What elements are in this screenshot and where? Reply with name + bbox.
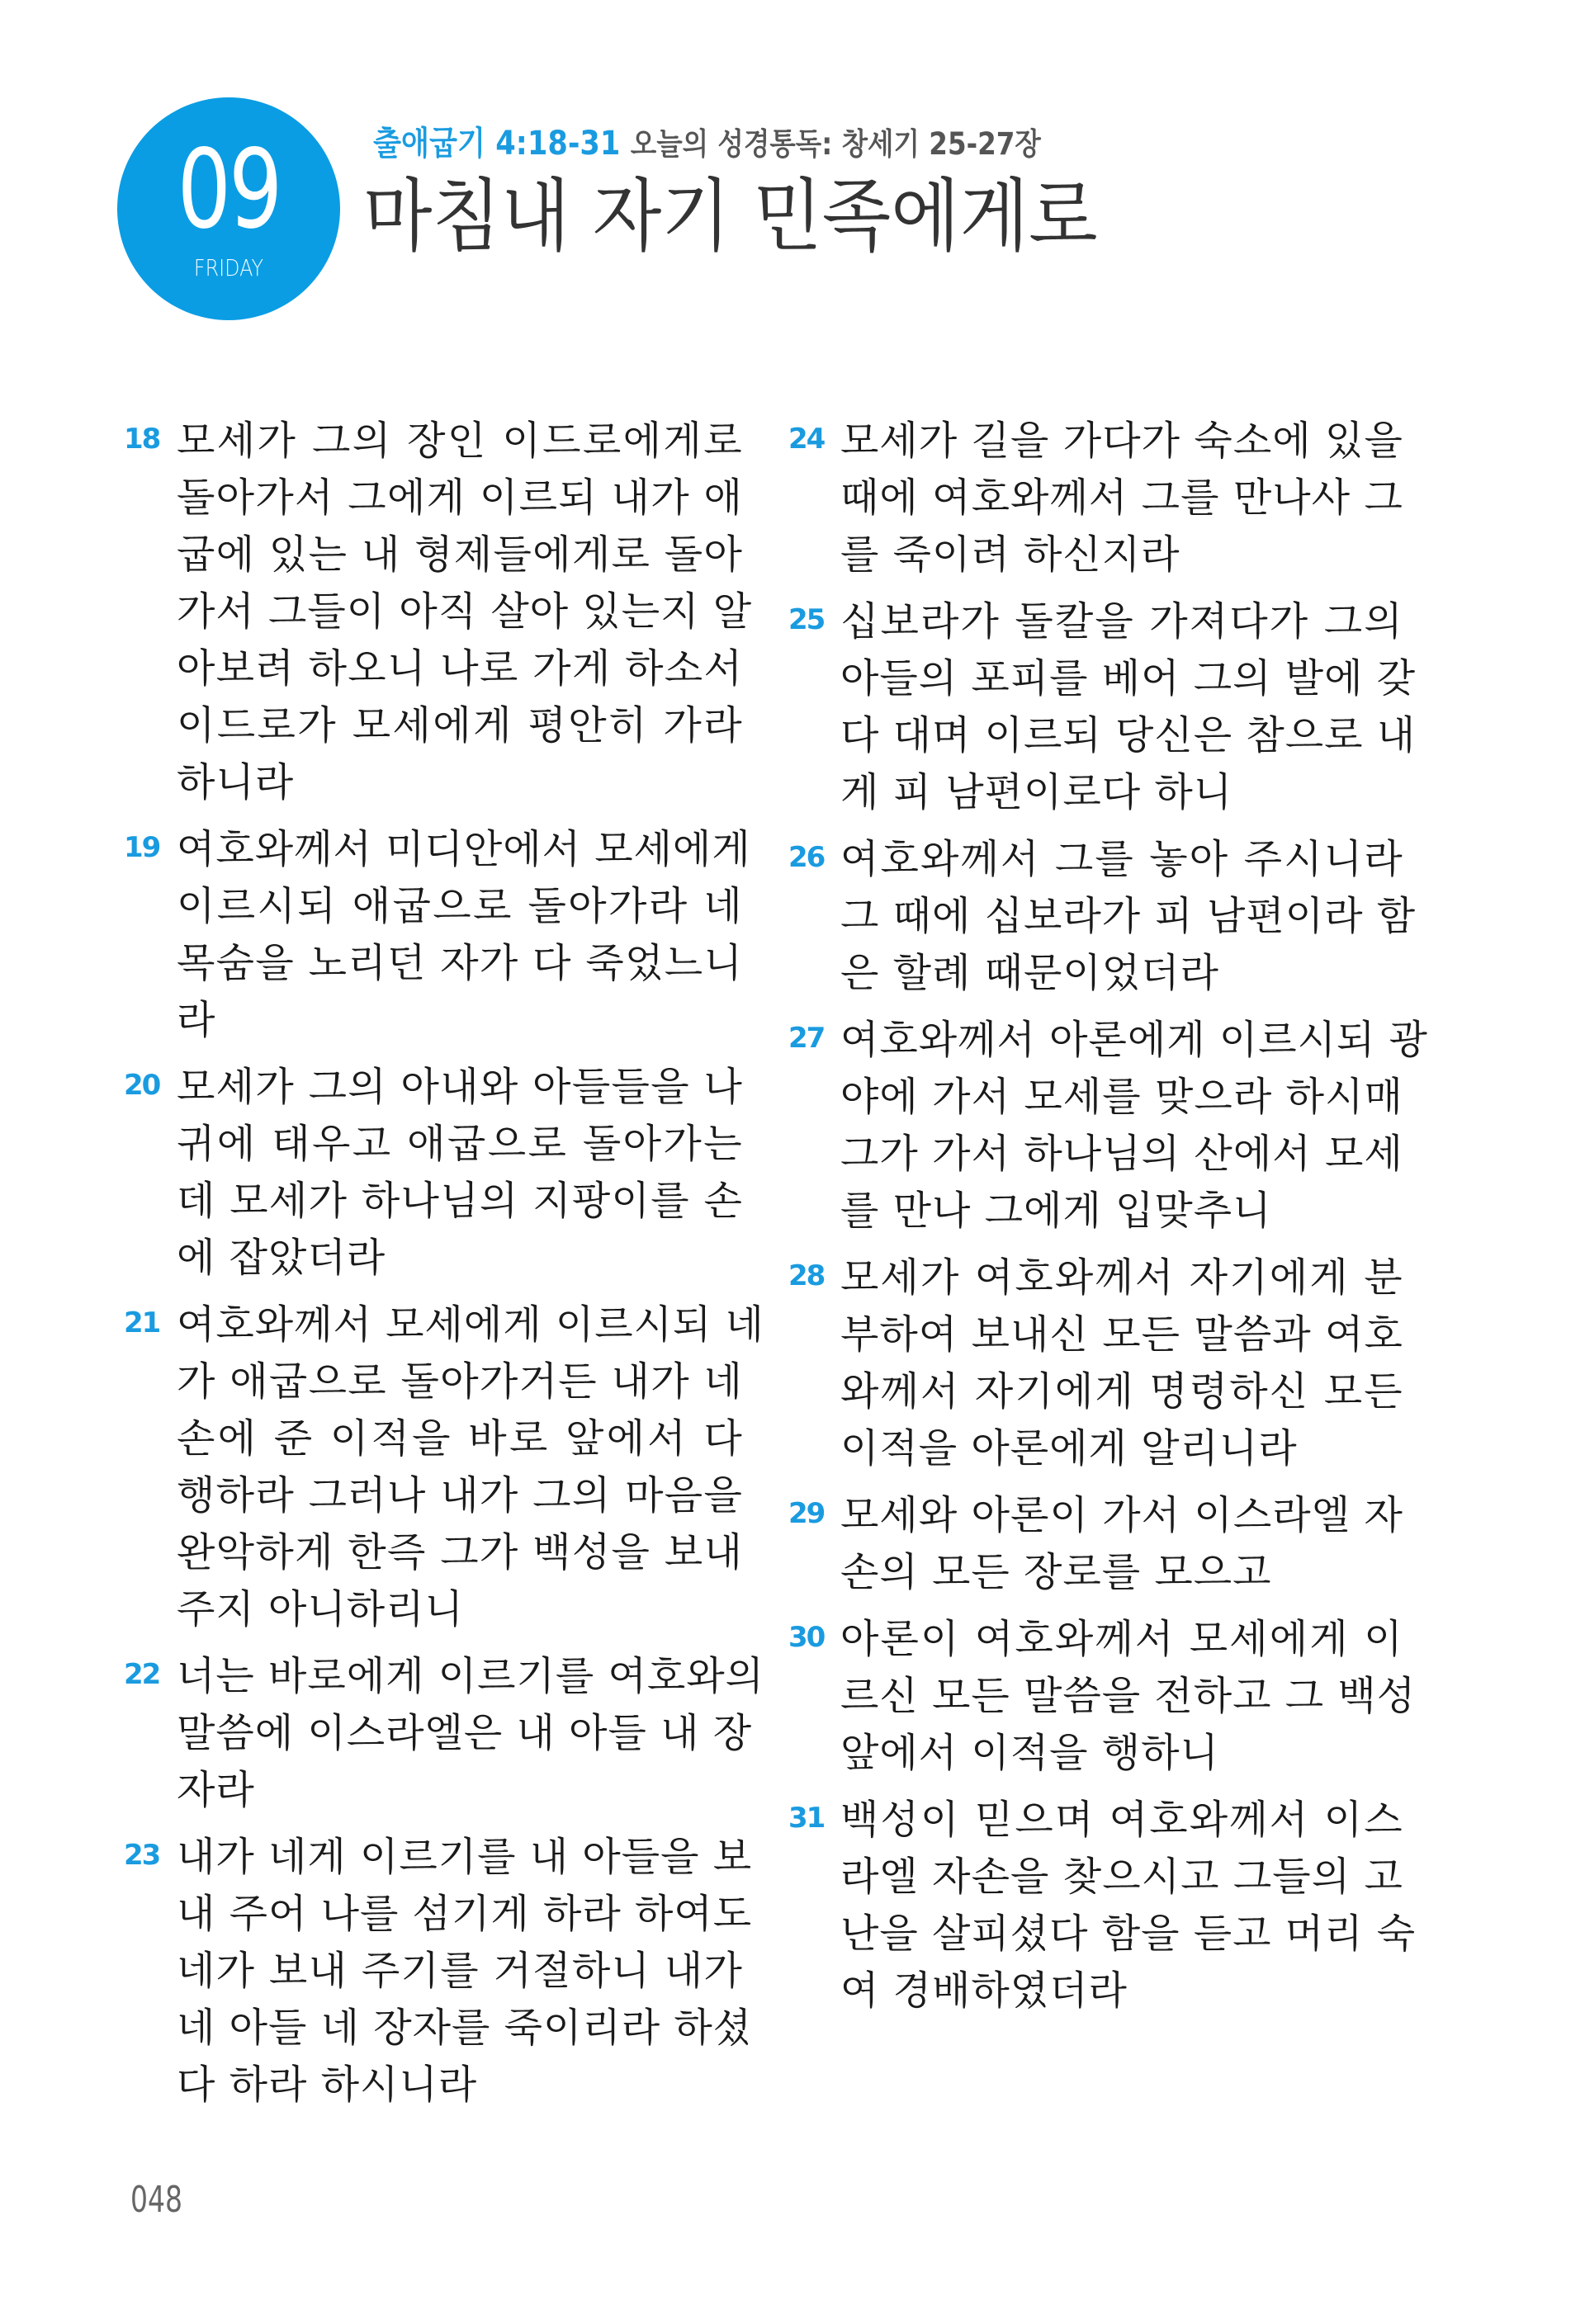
verse-line: 여 경배하였더라 [840, 1967, 1128, 2014]
verse-line: 가 애굽으로 돌아가거든 내가 네 [177, 1358, 744, 1405]
verse-line: 아들의 포피를 베어 그의 발에 갖 [840, 655, 1417, 701]
verse-line: 아론이 여호와께서 모세에게 이 [840, 1616, 1404, 1662]
verse-line: 네 아들 네 장자를 죽이리라 하셨 [177, 2005, 753, 2051]
verse [784, 1487, 1403, 1601]
verse [784, 593, 1417, 821]
verse-text [177, 1648, 764, 1819]
verse-line: 모세가 여호와께서 자기에게 분 [840, 1254, 1404, 1301]
verse-line: 라 [177, 997, 216, 1043]
verse-line: 굽에 있는 내 형제들에게로 돌아 [177, 531, 744, 578]
verse-line: 돌아가서 그에게 이르되 내가 애 [177, 475, 744, 521]
verse-text [840, 1611, 1417, 1782]
weekday-label: FRIDAY [193, 254, 264, 281]
verse-line: 아보려 하오니 나로 가게 하소서 [177, 645, 744, 692]
left-column [124, 413, 764, 2123]
day-number: 09 [177, 126, 281, 253]
verse-line: 여호와께서 아론에게 이르시되 광 [840, 1017, 1428, 1063]
scripture-reference: 출애굽기 4:18-31 [373, 125, 621, 163]
verse-line: 를 죽이려 하신지라 [840, 531, 1180, 578]
verse-line: 이적을 아론에게 알리니라 [840, 1425, 1298, 1471]
verse-text [177, 413, 753, 811]
verse-line: 이드로가 모세에게 평안히 가라 [177, 702, 744, 749]
verse-line: 주지 아니하리니 [177, 1586, 464, 1632]
verse [784, 1792, 1417, 2019]
verse-line: 완악하게 한즉 그가 백성을 보내 [177, 1529, 744, 1575]
verse-text [177, 1297, 764, 1638]
verse-line: 하니라 [177, 759, 295, 805]
verse [784, 1249, 1403, 1477]
verse-line: 게 피 남편이로다 하니 [840, 769, 1233, 815]
verse-line: 다 하라 하시니라 [177, 2062, 478, 2108]
verse-number: 23 [124, 1839, 160, 1872]
verse [124, 1297, 764, 1638]
verse-line: 데 모세가 하나님의 지팡이를 손 [177, 1178, 744, 1224]
verse-number: 20 [124, 1069, 160, 1102]
verse-line: 손의 모든 장로를 모으고 [840, 1549, 1272, 1595]
verse-line: 모세와 아론이 가서 이스라엘 자 [840, 1492, 1403, 1538]
verse-line: 라엘 자손을 찾으시고 그들의 고 [840, 1854, 1403, 1900]
verse-number: 22 [124, 1658, 160, 1691]
verse-number: 19 [124, 831, 160, 864]
verse-text [840, 1249, 1403, 1477]
verse-line: 여호와께서 미디안에서 모세에게 [177, 826, 751, 872]
verse [784, 831, 1417, 1002]
verse-line: 행하라 그러나 내가 그의 마음을 [177, 1472, 744, 1519]
verse [124, 1648, 764, 1819]
verse-line: 부하여 보내신 모든 말씀과 여호 [840, 1311, 1403, 1358]
verse-line: 다 대며 이르되 당신은 참으로 내 [840, 712, 1417, 758]
verse-line: 를 만나 그에게 입맞추니 [840, 1188, 1272, 1234]
verse-number: 18 [124, 423, 160, 456]
verse-number: 30 [788, 1621, 825, 1654]
verse-line: 모세가 그의 아내와 아들들을 나 [177, 1064, 744, 1110]
verse-text [840, 1012, 1428, 1240]
verse-line: 너는 바로에게 이르기를 여호와의 [177, 1653, 764, 1699]
verse-text [177, 821, 751, 1049]
verse [784, 1611, 1417, 1782]
verse-line: 이르시되 애굽으로 돌아가라 네 [177, 883, 744, 929]
verse-line: 그가 가서 하나님의 산에서 모세 [840, 1131, 1403, 1177]
verse [124, 821, 751, 1049]
page-title: 마침내 자기 민족에게로 [363, 170, 1098, 262]
verse-line: 난을 살피셨다 함을 듣고 머리 숙 [840, 1911, 1417, 1957]
verse-line: 야에 가서 모세를 맞으라 하시매 [840, 1074, 1403, 1120]
verse-line: 가서 그들이 아직 살아 있는지 알 [177, 588, 753, 635]
passage-header [373, 122, 1041, 166]
verse-line: 와께서 자기에게 명령하신 모든 [840, 1368, 1404, 1415]
verse-line: 백성이 믿으며 여호와께서 이스 [840, 1797, 1404, 1843]
page-number: 048 [130, 2179, 182, 2221]
verse-text [840, 831, 1417, 1002]
verse [784, 1012, 1428, 1240]
verse-line: 네가 보내 주기를 거절하니 내가 [177, 1948, 744, 1994]
date-badge [117, 97, 340, 320]
verse-line: 모세가 그의 장인 이드로에게로 [177, 418, 744, 464]
verse [124, 1829, 753, 2114]
verse-line: 그 때에 십보라가 피 남편이라 함 [840, 893, 1417, 939]
verse-line: 목숨을 노리던 자가 다 죽었느니 [177, 940, 744, 986]
verse-text [840, 1487, 1403, 1601]
daily-reading: 오늘의 성경통독: 창세기 25-27장 [630, 126, 1041, 162]
verse-line: 여호와께서 그를 놓아 주시니라 [840, 836, 1404, 882]
verse [124, 1059, 743, 1287]
verse-text [840, 1792, 1417, 2019]
verse-number: 26 [788, 841, 825, 874]
verse-line: 때에 여호와께서 그를 만나사 그 [840, 475, 1403, 521]
verse-text [177, 1059, 743, 1287]
verse-number: 21 [124, 1306, 160, 1339]
verse-number: 25 [788, 603, 825, 636]
verse-line: 은 할례 때문이었더라 [840, 950, 1219, 996]
verse-number: 24 [788, 423, 825, 456]
verse-line: 내 주어 나를 섬기게 하라 하여도 [177, 1891, 753, 1937]
verse-number: 31 [788, 1802, 825, 1835]
verse-line: 여호와께서 모세에게 이르시되 네 [177, 1301, 764, 1348]
verse-text [840, 413, 1403, 583]
verse-line: 모세가 길을 가다가 숙소에 있을 [840, 418, 1403, 464]
right-column [784, 413, 1428, 2029]
verse-line: 말씀에 이스라엘은 내 아들 내 장 [177, 1710, 753, 1756]
verse-line: 르신 모든 말씀을 전하고 그 백성 [840, 1673, 1417, 1719]
verse-line: 내가 네게 이르기를 내 아들을 보 [177, 1834, 753, 1880]
verse-line: 십보라가 돌칼을 가져다가 그의 [840, 598, 1404, 645]
verse-number: 28 [788, 1259, 825, 1292]
verse [124, 413, 753, 811]
verse-text [177, 1829, 753, 2114]
verse [784, 413, 1403, 583]
verse-number: 27 [788, 1022, 825, 1055]
verse-text [840, 593, 1417, 821]
verse-line: 귀에 태우고 애굽으로 돌아가는 [177, 1121, 744, 1167]
verse-line: 자라 [177, 1767, 255, 1813]
verse-number: 29 [788, 1497, 825, 1530]
verse-line: 손에 준 이적을 바로 앞에서 다 [177, 1415, 745, 1462]
verse-line: 앞에서 이적을 행하니 [840, 1730, 1219, 1776]
verse-line: 에 잡았더라 [177, 1235, 386, 1281]
